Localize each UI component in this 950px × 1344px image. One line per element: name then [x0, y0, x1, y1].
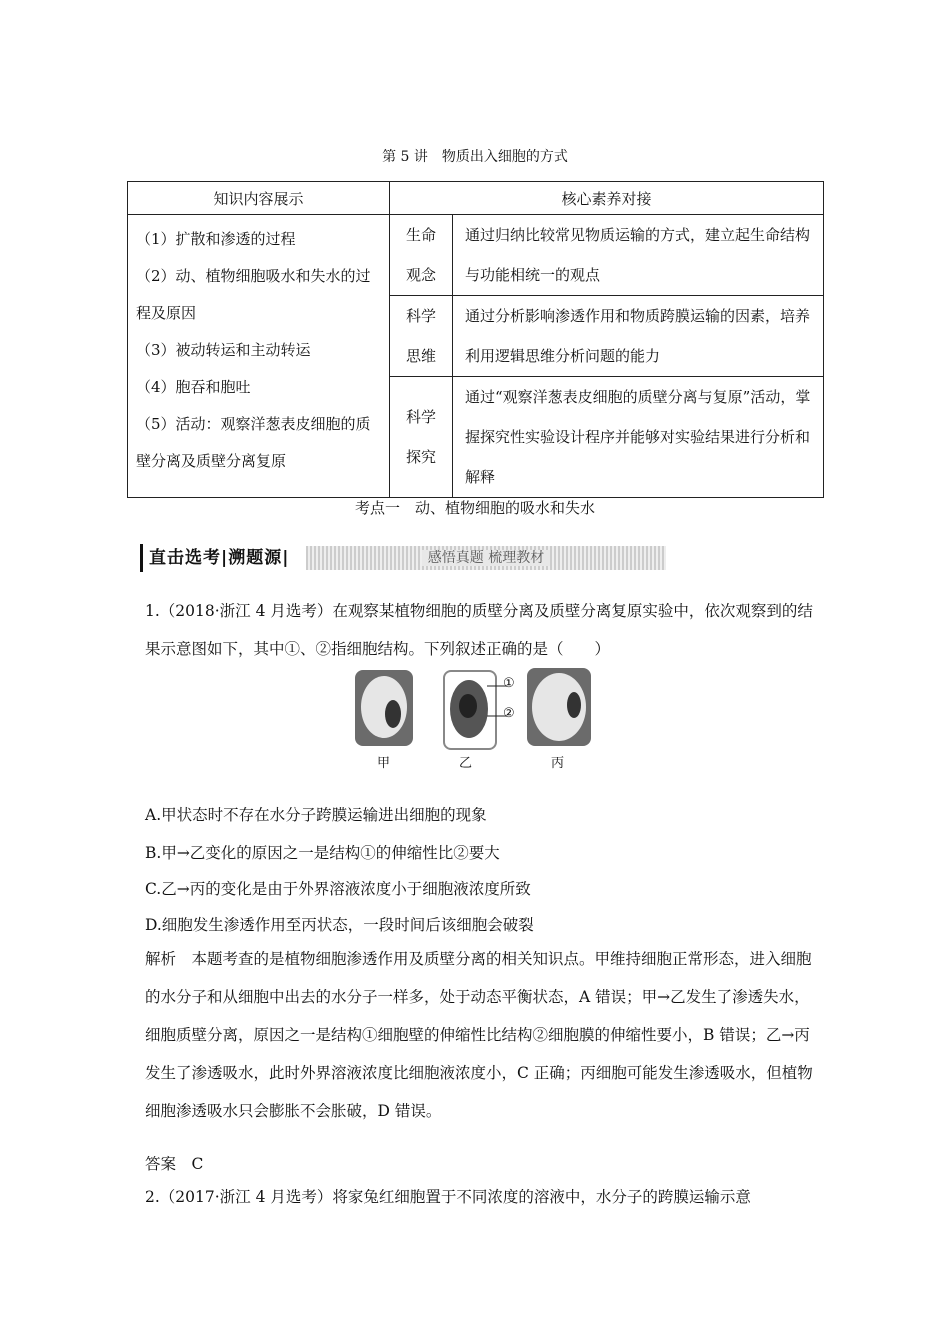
knowledge-item: （4）胞吞和胞吐 [136, 378, 251, 396]
kaodian-heading: 考点一 动、植物细胞的吸水和失水 [354, 499, 595, 517]
aspect-cell: 科学 思维 [390, 296, 453, 377]
question-2-stem: 2.（2017·浙江 4 月选考）将家兔红细胞置于不同浓度的溶液中，水分子的跨膜运输示意 [145, 1188, 751, 1206]
analysis: 解析 本题考查的是植物细胞渗透作用及质壁分离的相关知识点。甲维持细胞正常形态，进入细胞的水分子和从细胞中出去的水分子一样多，处于动态平衡状态，A 错误；甲→乙发生了渗透失水，细胞质壁分离，原因之一是结构①细胞壁的伸缩性比结构②细胞膜的伸缩性要小，B 错误；乙→丙发生了渗透吸水，此时外界溶液浓度比细胞液浓度小，C 正确；丙细胞可能发生渗透吸水，但植物细胞渗透吸水只会膨胀不会胀破，D 错误。 [145, 950, 813, 1120]
marker-1: ① [503, 676, 515, 691]
knowledge-item: （5）活动：观察洋葱表皮细胞的质壁分离及质壁分离复原 [136, 415, 371, 470]
page-title: 第 5 讲 物质出入细胞的方式 [382, 149, 568, 165]
option-b: B.甲→乙变化的原因之一是结构①的伸缩性比②要大 [145, 844, 500, 862]
literacy-desc: 通过分析影响渗透作用和物质跨膜运输的因素，培养利用逻辑思维分析问题的能力 [453, 296, 824, 377]
header-literacy: 核心素养对接 [390, 182, 824, 215]
banner-left: 直击选考|溯题源| [140, 544, 314, 572]
aspect-cell: 科学 探究 [390, 377, 453, 498]
marker-2: ② [503, 706, 515, 721]
header-knowledge: 知识内容展示 [128, 182, 390, 215]
caption-yi: 乙 [459, 756, 473, 771]
section-banner [140, 540, 820, 576]
cell-bing [527, 668, 591, 746]
option-d: D.细胞发生渗透作用至丙状态，一段时间后该细胞会破裂 [145, 916, 534, 934]
aspect-cell: 生命 观念 [390, 215, 453, 296]
question-1-stem: 1.（2018·浙江 4 月选考）在观察某植物细胞的质壁分离及质壁分离复原实验中，依次观察到的结果示意图如下，其中①、②指细胞结构。下列叙述正确的是（ ） [145, 602, 813, 658]
answer: 答案 C [145, 1155, 204, 1173]
caption-bing: 丙 [551, 756, 565, 771]
caption-jia: 甲 [377, 756, 391, 771]
cell-jia [355, 670, 413, 746]
literacy-desc: 通过“观察洋葱表皮细胞的质壁分离与复原”活动，掌握探究性实验设计程序并能够对实验结果进行分析和解释 [453, 377, 824, 498]
banner-right: 感悟真题 梳理教材 [306, 546, 666, 570]
knowledge-list [128, 215, 390, 498]
knowledge-item: （3）被动转运和主动转运 [136, 341, 311, 359]
knowledge-item: （1）扩散和渗透的过程 [136, 230, 296, 248]
knowledge-item: （2）动、植物细胞吸水和失水的过程及原因 [136, 267, 371, 322]
option-a: A.甲状态时不存在水分子跨膜运输进出细胞的现象 [145, 806, 487, 824]
option-c: C.乙→丙的变化是由于外界溶液浓度小于细胞液浓度所致 [145, 880, 531, 898]
cell-figure [355, 668, 595, 773]
literacy-desc: 通过归纳比较常见物质运输的方式，建立起生命结构与功能相统一的观点 [453, 215, 824, 296]
knowledge-table [127, 181, 824, 498]
